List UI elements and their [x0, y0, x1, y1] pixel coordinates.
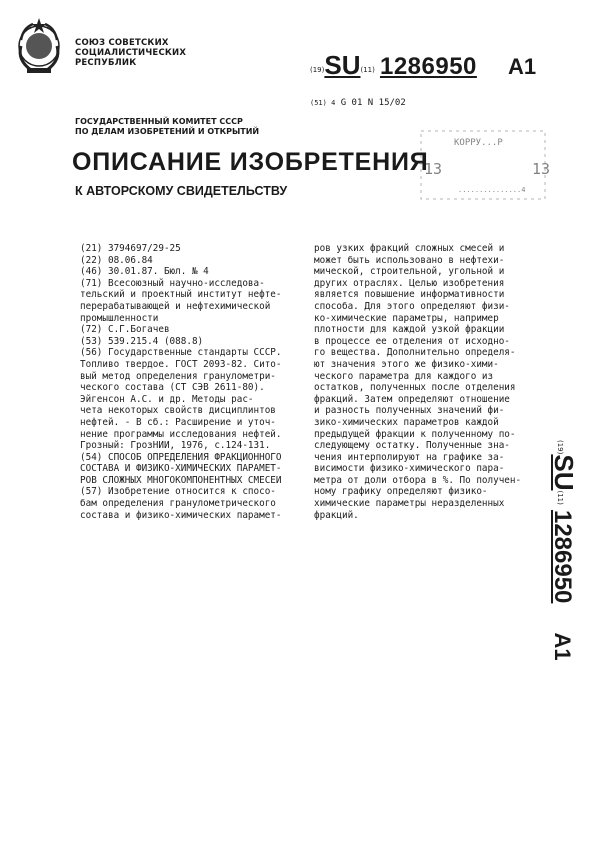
text-line: (54) СПОСОБ ОПРЕДЕЛЕНИЯ ФРАКЦИОННОГО — [80, 451, 282, 463]
document-subtitle: К АВТОРСКОМУ СВИДЕТЕЛЬСТВУ — [75, 184, 288, 198]
text-line: остатков, полученных после отделения — [314, 382, 516, 394]
text-line: предыдущей фракции к полученному по- — [314, 428, 516, 440]
text-line: плотности для каждой узкой фракции — [314, 324, 505, 336]
text-line: промышленности — [80, 312, 159, 324]
text-line: (46) 30.01.87. Бюл. № 4 — [80, 266, 209, 278]
side-country-code: SU — [549, 454, 579, 491]
committee-line: ПО ДЕЛАМ ИЗОБРЕТЕНИЙ И ОТКРЫТИЙ — [75, 127, 260, 136]
text-line: чения интерполируют на графике за- — [314, 451, 505, 463]
text-line: го вещества. Дополнительно определя- — [314, 347, 516, 359]
text-line: Эйгенсон А.С. и др. Методы рас- — [80, 393, 254, 405]
text-line: состава и физико-химических парамет- — [80, 509, 282, 521]
document-title: ОПИСАНИЕ ИЗОБРЕТЕНИЯ — [72, 148, 429, 176]
text-line: (21) 3794697/29-25 — [80, 243, 181, 254]
side-patent-number-value: 1286950 — [549, 509, 576, 604]
text-line: (56) Государственные стандарты СССР. — [80, 347, 282, 359]
text-line: может быть использовано в нефтехи- — [314, 254, 505, 266]
text-line: в процессе ее отделения от исходно- — [314, 335, 510, 347]
side-number-tag: (11) — [556, 490, 564, 505]
text-line: является повышение информативности — [314, 289, 505, 301]
state-emblem-icon — [13, 16, 65, 76]
text-line: тельский и проектный институт нефте- — [80, 289, 282, 301]
text-line: Грозный: ГрозНИИ, 1976, с.124-131. — [80, 440, 271, 452]
ipc-classification — [310, 98, 406, 108]
text-line: висимости физико-химического пара- — [314, 463, 505, 475]
ipc-code: G 01 N 15/02 — [340, 98, 406, 108]
text-line: чета некоторых свойств дисциплинтов — [80, 405, 276, 417]
text-line: ческого состава (СТ СЭВ 2611-80). — [80, 382, 265, 394]
left-column — [80, 243, 306, 521]
country-code: SU — [324, 50, 361, 80]
kind-code: A1 — [508, 54, 537, 79]
text-line: следующему остатку. Полученные зна- — [314, 440, 510, 452]
text-line: фракций. — [314, 509, 359, 521]
text-line: бам определения гранулометрического — [80, 498, 276, 510]
ipc-tag: (51) 4 — [310, 99, 336, 107]
text-line: фракций. Затем определяют отношение — [314, 393, 510, 405]
patent-number: 1286950 — [379, 53, 477, 80]
side-number-rotated — [548, 440, 579, 661]
side-kind-code: A1 — [550, 632, 575, 661]
union-line: РЕСПУБЛИК — [75, 58, 137, 68]
side-country-tag: (19) — [556, 440, 564, 455]
right-column — [314, 243, 536, 521]
side-patent-number — [549, 440, 579, 670]
committee-name — [75, 117, 259, 137]
text-line: химические параметры неразделенных — [314, 498, 505, 510]
committee-line: ГОСУДАРСТВЕННЫЙ КОМИТЕТ СССР — [75, 117, 243, 126]
text-line: (57) Изобретение относится к спосо- — [80, 486, 276, 498]
text-line: метра от доли отбора в %. По получен- — [314, 474, 522, 486]
text-line: (72) С.Г.Богачев — [80, 324, 170, 336]
stamp-text: 13 — [424, 160, 443, 178]
text-line: (22) 08.06.84 — [80, 254, 153, 266]
text-line: способа. Для этого определяют физи- — [314, 300, 510, 312]
text-line: РОВ СЛОЖНЫХ МНОГОКОМПОНЕНТНЫХ СМЕСЕЙ — [80, 474, 282, 486]
text-line: нефтей. - В сб.: Расширение и уточ- — [80, 416, 276, 428]
text-line: других отраслях. Целью изобретения — [314, 277, 505, 289]
text-line: зико-химических параметров каждой — [314, 416, 499, 428]
text-line: и разность полученных значений фи- — [314, 405, 505, 417]
text-line: ному графику определяют физико- — [314, 486, 488, 498]
text-line: Топливо твердое. ГОСТ 2093-82. Сито- — [80, 358, 282, 370]
text-line: ют значения этого же физико-хими- — [314, 358, 499, 370]
union-line: СОЮЗ СОВЕТСКИХ — [75, 38, 169, 48]
stamp-text: ...............4 — [458, 186, 526, 194]
text-line: ров узких фракций сложных смесей и — [314, 243, 505, 254]
text-line: (53) 539.215.4 (088.8) — [80, 335, 204, 347]
patent-number-line — [310, 50, 536, 80]
text-line: ко-химические параметры, например — [314, 312, 499, 324]
text-line: (71) Всесоюзный научно-исследова- — [80, 277, 265, 289]
country-tag: (19) — [310, 66, 325, 74]
number-tag: (11) — [360, 66, 375, 74]
text-line: нение программы исследования нефтей. — [80, 428, 282, 440]
union-name — [75, 38, 186, 68]
union-line: СОЦИАЛИСТИЧЕСКИХ — [75, 48, 187, 58]
text-line: перерабатывающей и нефтехимической — [80, 300, 271, 312]
text-line: вый метод определения гранулометри- — [80, 370, 276, 382]
text-line: мической, строительной, угольной и — [314, 266, 505, 278]
text-line: СОСТАВА И ФИЗИКО-ХИМИЧЕСКИХ ПАРАМЕТ- — [80, 463, 282, 475]
library-stamp — [420, 130, 551, 200]
stamp-text: КОРРУ...Р — [454, 138, 503, 148]
stamp-text: 13 — [532, 160, 551, 178]
text-line: ческого параметра для каждого из — [314, 370, 494, 382]
